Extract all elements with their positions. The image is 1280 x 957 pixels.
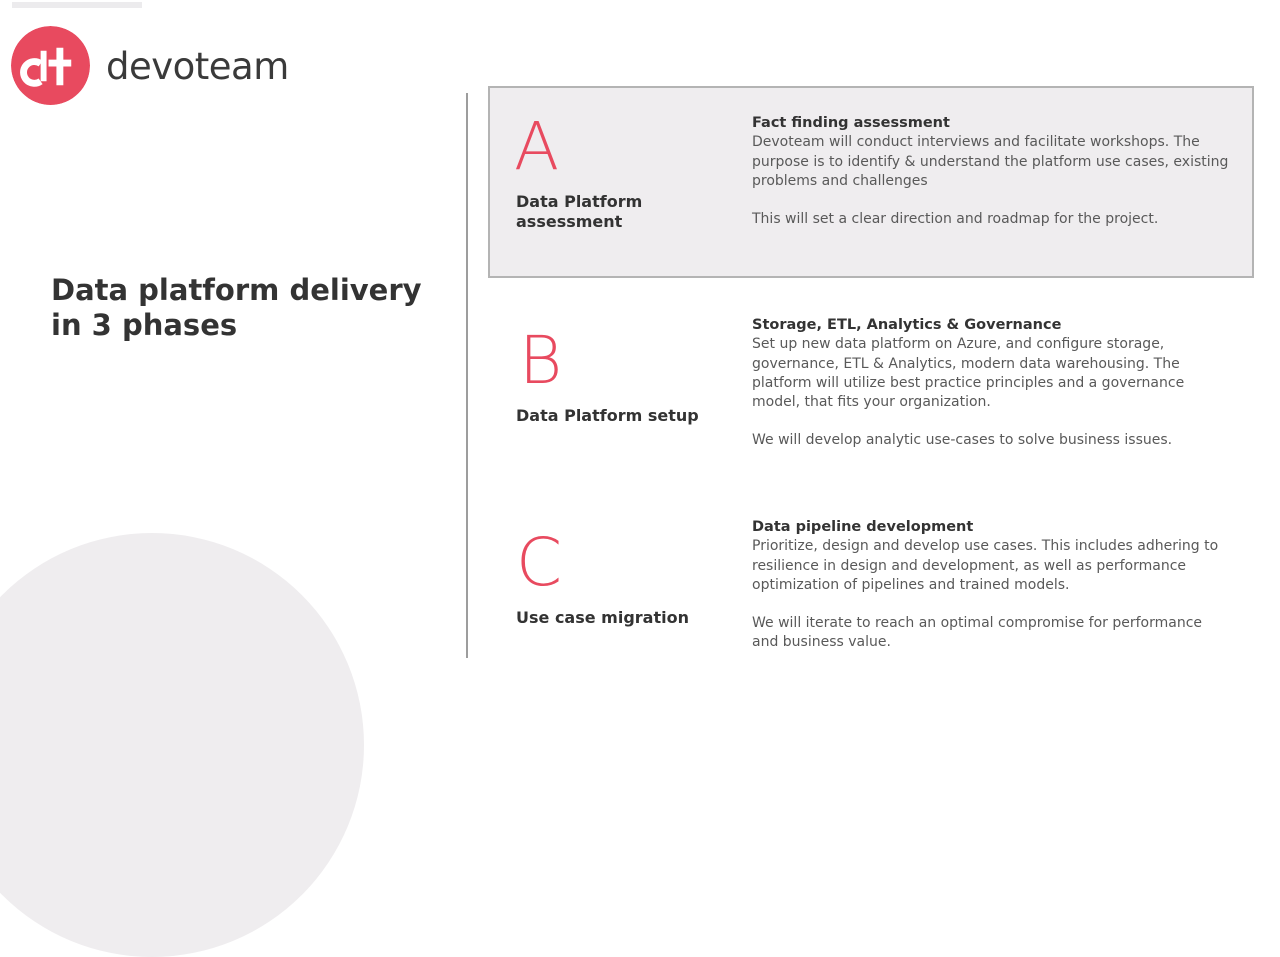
- phase-b-heading: Storage, ETL, Analytics & Governance: [752, 317, 1062, 333]
- phase-a-description: Devoteam will conduct interviews and facilitate workshops. The purpose is to identify & understand the platform use cases, existing problems and challenges: [752, 134, 1229, 189]
- phase-a-note: This will set a clear direction and roadmap for the project.: [752, 211, 1159, 228]
- phase-b-note: We will develop analytic use-cases to solve business issues.: [752, 432, 1173, 449]
- phase-c-letter: C: [516, 524, 563, 601]
- phase-c-name: Use case migration: [516, 608, 689, 627]
- background-circle: [0, 533, 364, 957]
- devoteam-logo-icon: [11, 26, 90, 105]
- phase-c-description: Prioritize, design and develop use cases. This includes adhering to resilience in design and development, as well as performance optimization of pipelines and trained models.: [752, 538, 1219, 593]
- phase-a-letter: A: [514, 108, 560, 185]
- phase-a-body: [752, 114, 1232, 229]
- phase-c-body: [752, 518, 1232, 653]
- phase-b-body: [752, 316, 1232, 451]
- phase-c-note: We will iterate to reach an optimal compromise for performance and business value.: [752, 615, 1203, 651]
- phase-a-name: Data Platform assessment: [516, 192, 643, 231]
- phase-b-letter: B: [519, 322, 563, 399]
- phase-b-name: Data Platform setup: [516, 406, 699, 425]
- phase-b-description: Set up new data platform on Azure, and configure storage, governance, ETL & Analytics, modern data warehousing. The platform will utilize best practice principles and a governance model, that fits your organization.: [752, 336, 1185, 411]
- page-title: Data platform delivery in 3 phases: [51, 273, 422, 342]
- phase-c-heading: Data pipeline development: [752, 519, 974, 535]
- vertical-divider: [466, 93, 468, 658]
- phase-a-heading: Fact finding assessment: [752, 115, 950, 131]
- top-accent-bar: [12, 2, 142, 8]
- brand-wordmark: devoteam: [106, 45, 289, 88]
